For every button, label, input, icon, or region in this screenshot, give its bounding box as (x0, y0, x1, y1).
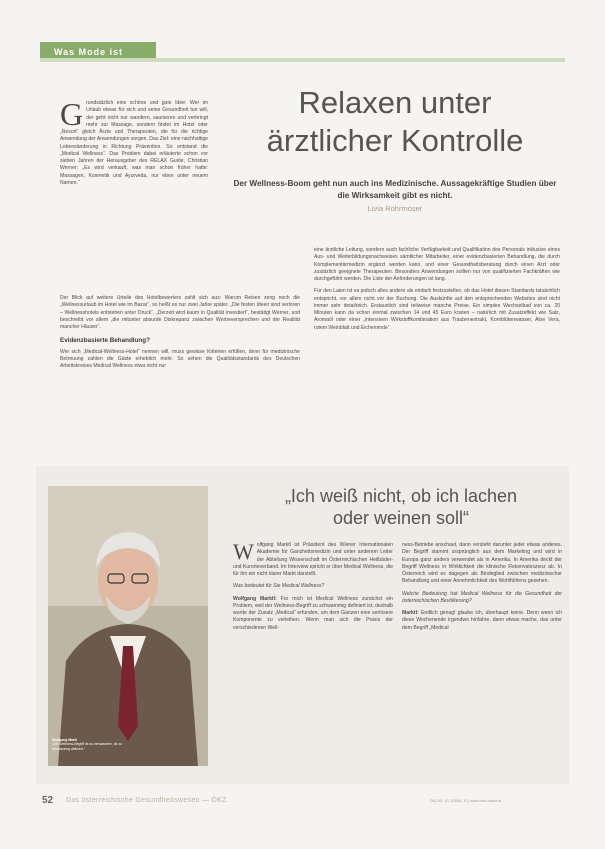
portrait-illustration (48, 486, 208, 766)
footer-issue: ÖKZ 49. JG. (2008), 10 | www.oekz-online.at (430, 799, 502, 803)
title-line-1: Relaxen unter (298, 85, 492, 120)
article-column-1-lower (60, 295, 300, 375)
page-number: 52 (42, 795, 54, 806)
article-column-1 (60, 96, 208, 192)
paragraph: ness-Betriebe anschaut, dann versteht darunter jeder etwas anderes. Der Begriff stammt ursprünglich aus dem Marketing und wird in Europa ganz anders verwendet als in Amerika. In Amerika deckt der Begriff Wellness in Wirklichkeit die klinische Rekonvaleszenz ab. In Österreich wird es dagegen als Bindeglied zwischen medizinischer Behandlung und einer Annehmlichkeit des Wohlfühlens gesehen. (402, 542, 562, 585)
quote-line-2: oder weinen soll“ (332, 508, 470, 528)
pull-quote (236, 485, 566, 529)
dropcap: G (60, 96, 84, 132)
answer-text: Endlich genug! glaube ich, überhaupt keine. Denn wenn ich diese Wochenende irgendwo hinfahre, dann etwas mache, das unter dem Begriff „Medical (402, 610, 562, 631)
paragraph: Der Blick auf weitere Urteile des Hotelbewerters zahlt sich aus: Warum Reisen zeng noch die „Wellnessurlaub im Hotel wie im Bazar“, so heißt es nur zwei Jahre später. „Die festen Ideen sind verloren – Wellnesshotels entstehen unter Druck“. „Derzeit wird kaum in Qualität investiert“, bestätigt Werner, und beschreibt vor allem „die mitunter absurde Diskrepanz zwischen Werbeversprechen und der Realität mancher Häuser“. (60, 295, 300, 330)
article-author: Livia Rohrmoser (367, 204, 423, 213)
interview-column-2 (402, 542, 562, 637)
speaker: Wolfgang Marktl: (233, 595, 277, 602)
subheading: Evidenzbasierte Behandlung? (60, 337, 150, 345)
article-title (220, 84, 570, 160)
paragraph (233, 539, 393, 578)
magazine-name: Das österreichische Gesundheitswesen — ÖKZ (66, 797, 227, 804)
caption-name: Wolfgang Markl (52, 738, 78, 742)
speaker: Marktl: (402, 610, 419, 616)
answer-text: Für mich ist Medical Wellness zunächst ein Problem, weil der Wellness-Begriff zu schwammig definiert ist, deshalb wurde der Zusatz „Medical“ erfunden, um dem Ganzen eine seriösere Komponente zu verleihen. Wenn man sich die Praxis der verschiedenen Well- (233, 595, 393, 631)
answer (233, 596, 393, 632)
section-rule (40, 58, 565, 62)
answer (402, 610, 562, 632)
section-tab: Was Mode ist (40, 42, 156, 62)
title-line-2: ärztlicher Kontrolle (266, 123, 524, 158)
article-column-2 (314, 247, 560, 337)
portrait-photo (48, 486, 208, 766)
paragraph: Für den Laien ist es jedoch alles andere als einfach festzustellen, ob das Hotel diesen Standards tatsächlich entspricht, vor allem nicht vor der Buchung. Die Auskünfte auf den entsprechenden Websites sind nicht immer sehr detailreich. Erstaunlich sind teilweise manche Preise. Ein simples Wechselbad von ca. 20 Minuten kann da schon einmal zwischen 14 und 45 Euro kosten – natürlich mit Zusatzeffekt wie Salz, Aromaöl oder einer „intensiven Wirkstoffkombination aus Traubenextrakt, Kornblütenwasser, Aloe Vera, rotem Weinblatt und Eichenrinde“. (314, 288, 560, 331)
paragraph: eine ärztliche Leitung, sondern auch fachliche Verfügbarkeit und Qualifikation des Personals inklusive eines Aus- und Weiterbildungsnachweises sämtlicher Mitarbeiter, einer evidenzbasierten Behandlung, die durch Komplementärmedizin ergänzt werden kann, und einer Gesundheitsberatung durch einen Arzt oder zusätzlich geeignete Therapeuten. Besonders Anwendungen sollten nur von qualifizierten Fachkräften wie durchgeführt werden. Die Liste der Anforderungen ist lang. (314, 247, 560, 282)
article-deck: Der Wellness-Boom geht nun auch ins Medizinische. Aussagekräftige Studien über die Wirksamkeit gibt es nicht. (233, 179, 557, 200)
interview-column-1 (233, 539, 393, 637)
photo-caption (52, 738, 132, 751)
question: Was bedeutet für Sie Medical Wellness? (233, 583, 325, 590)
dropcap: W (233, 539, 254, 564)
paragraph (60, 96, 208, 187)
quote-line-1: „Ich weiß nicht, ob ich lachen (284, 486, 518, 506)
paragraph-text: olfgang Marktl ist Präsident des Wiener Internationalen Akademie für Ganzheitsmedizin und unter anderem Leiter der Abteilung Wissenschaft im Österreichischen Heilbäder- und Kurorteverband. Im Interview spricht er über Medical Wellness, die für ihn ein nicht klarer Markt darstellt. (233, 542, 393, 577)
question: Welche Bedeutung hat Medical Wellness für die Gesundheit der österreichischen Bevölkerung? (402, 590, 562, 604)
paragraph-text: rundsätzlich eine schöne und gute Idee: Wer im Urlaub etwas für sich und seine Gesundheit tun will, der geht nicht nur wandern, saunieren und verbringt mehr zur Massage, sondern findet im Hotel oder „Resort“ gleich Ärzte und Therapeuten, die für die richtige Anwendung der Anwendungen sorgen. Das Ziel: eine nachhaltige Lebensänderung in Richtung Prävention. So entstand die „Medical Wellness“. Das Problem dabei erläuterte schon vor sieben Jahren der Herausgeber des RELAX Guide, Christian Werner: „Es wird verkauft, was man schon früher hatte: Massagen, Kosmetik und Ayurveda, nur eben unter neuem Namen.“ (60, 100, 208, 186)
caption-text: „Der Wellness-Begriff ist zu verwaschen, ist zu schwammig definiert.“ (52, 742, 122, 751)
paragraph: Wer sich „Medical-Wellness-Hotel“ nennen will, muss gewisse Kriterien erfüllen, denn für medizinische Betreuung zahlen die Gäste erheblich mehr. So sehen die Qualitätsstandards des Deutschen Arbeitskreises Medical Wellness etwa nicht nur (60, 348, 300, 369)
